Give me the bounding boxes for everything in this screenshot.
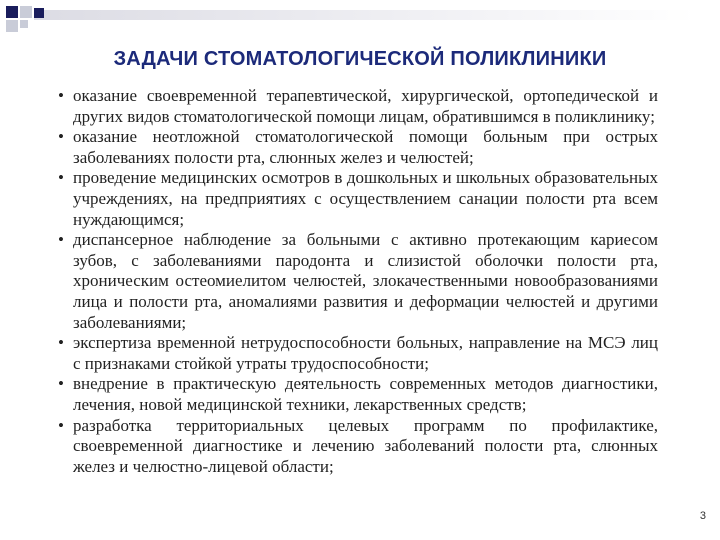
deco-square-dark bbox=[6, 6, 18, 18]
list-item bbox=[58, 230, 658, 333]
list-item-text: оказание своевременной терапевтической, хирургической, ортопедической и других видов стоматологической помощи лицам, обратившимся в поликлинику; bbox=[73, 86, 658, 126]
list-item bbox=[58, 416, 658, 478]
top-gradient-bar bbox=[34, 10, 696, 20]
bullet: • bbox=[58, 168, 64, 188]
bullet: • bbox=[58, 230, 64, 250]
page-number: 3 bbox=[699, 510, 706, 522]
deco-square-light bbox=[20, 20, 28, 28]
list-item bbox=[58, 374, 658, 415]
list-item bbox=[58, 168, 658, 230]
list-item-text: разработка территориальных целевых программ по профилактике, своевременной диагностике и лечению заболеваний полости рта, слюнных желез и челюстно-лицевой области; bbox=[73, 415, 658, 476]
deco-square-dark bbox=[34, 8, 44, 18]
decorative-squares bbox=[6, 6, 58, 42]
list-item-text: диспансерное наблюдение за больными с активно протекающим кариесом зубов, с заболеваниями пародонта и слизистой оболочки полости рта, хроническим остеомиелитом челюстей, злокачественными новообразованиями лица и полости рта, аномалиями развития и деформации челюстей и другими заболеваниями; bbox=[73, 230, 658, 332]
task-list bbox=[58, 86, 658, 477]
list-item-text: экспертиза временной нетрудоспособности больных, направление на МСЭ лиц с признаками стойкой утраты трудоспособности; bbox=[73, 333, 658, 373]
bullet: • bbox=[58, 127, 64, 147]
slide-title: ЗАДАЧИ СТОМАТОЛОГИЧЕСКОЙ ПОЛИКЛИНИКИ bbox=[113, 48, 607, 70]
deco-square-light bbox=[20, 6, 32, 18]
bullet: • bbox=[58, 374, 64, 394]
bullet: • bbox=[58, 415, 64, 435]
list-item bbox=[58, 127, 658, 168]
list-item-text: проведение медицинских осмотров в дошкольных и школьных образовательных учреждениях, на предприятиях с осуществлением санации полости рта всем нуждающимся; bbox=[73, 168, 658, 229]
bullet: • bbox=[58, 333, 64, 353]
list-item bbox=[58, 333, 658, 374]
list-item-text: внедрение в практическую деятельность современных методов диагностики, лечения, новой медицинской техники, лекарственных средств; bbox=[73, 374, 658, 414]
bullet: • bbox=[58, 86, 64, 105]
list-item-text: оказание неотложной стоматологической помощи больным при острых заболеваниях полости рта, слюнных желез и челюстей; bbox=[73, 127, 658, 167]
list-item bbox=[58, 86, 658, 127]
deco-square-light bbox=[6, 20, 18, 32]
